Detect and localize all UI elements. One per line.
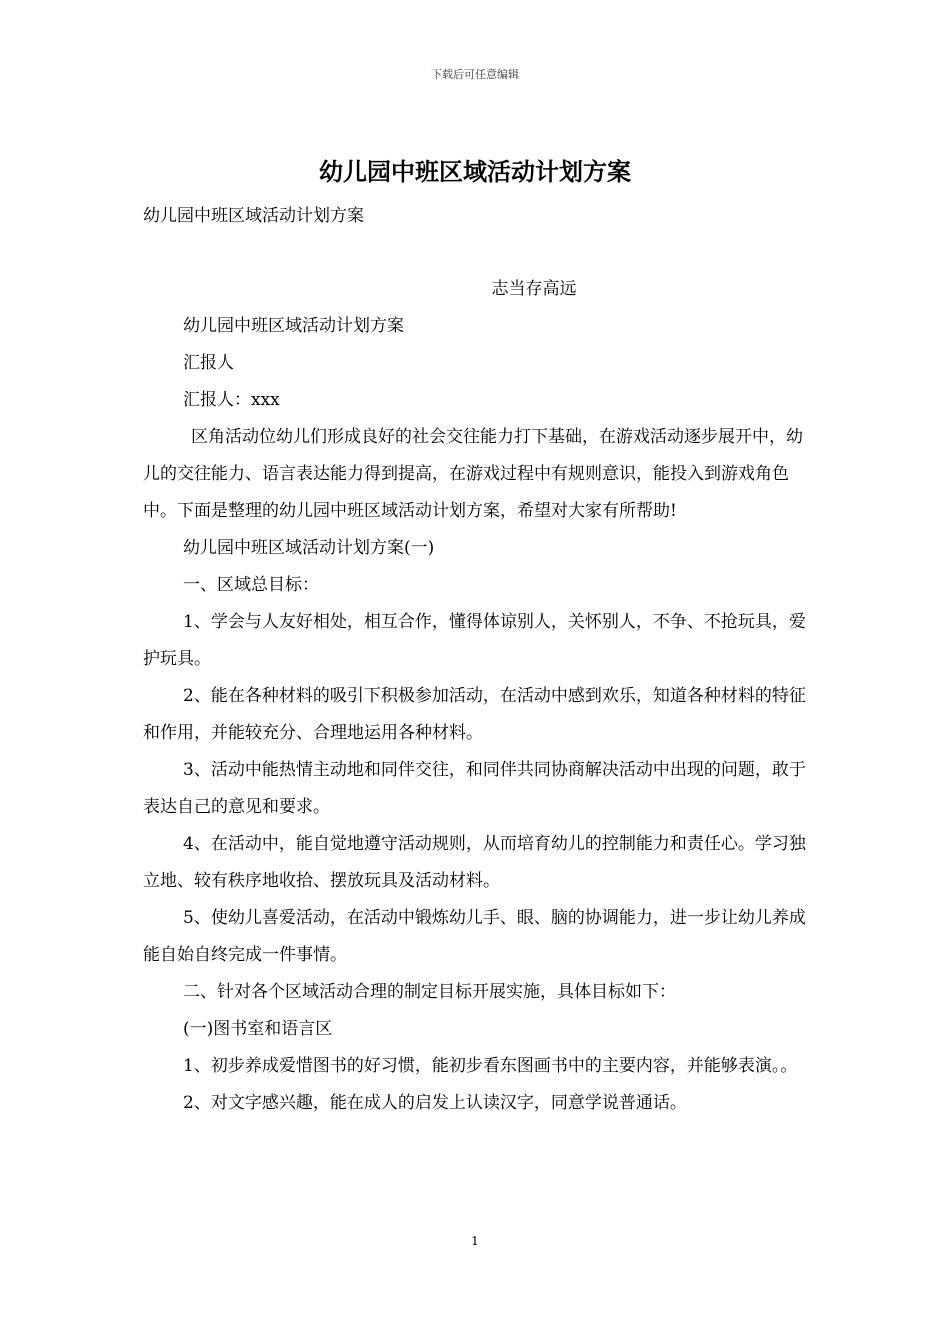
- blank-line: [143, 235, 811, 271]
- document-body: [143, 198, 811, 1122]
- document-subtitle: 幼儿园中班区域活动计划方案: [143, 206, 364, 226]
- paragraph: 3、活动中能热情主动地和同伴交往，和同伴共同协商解决活动中出现的问题，敢于表达自己的意见和要求。: [143, 760, 806, 817]
- motto: 志当存高远: [491, 279, 577, 299]
- paragraph: 区角活动位幼儿们形成良好的社会交往能力打下基础，在游戏活动逐步展开中，幼儿的交往能力、语言表达能力得到提高，在游戏过程中有规则意识，能投入到游戏角色中。下面是整理的幼儿园中班区域活动计划方案，希望对大家有所帮助!: [143, 427, 803, 521]
- paragraph: 幼儿园中班区域活动计划方案: [183, 316, 404, 336]
- paragraph: 汇报人：xxx: [183, 390, 280, 410]
- paragraph: 5、使幼儿喜爱活动，在活动中锻炼幼儿手、眼、脑的协调能力，进一步让幼儿养成能自始自终完成一件事情。: [143, 908, 806, 965]
- paragraph: 4、在活动中，能自觉地遵守活动规则，从而培育幼儿的控制能力和责任心。学习独立地、较有秩序地收拾、摆放玩具及活动材料。: [143, 834, 806, 891]
- paragraph: 一、区域总目标：: [183, 575, 319, 595]
- paragraph: 1、学会与人友好相处，相互合作，懂得体谅别人，关怀别人，不争、不抢玩具，爱护玩具。: [143, 612, 806, 669]
- header-note: 下载后可任意编辑: [431, 68, 519, 81]
- paragraph: 幼儿园中班区域活动计划方案(一): [183, 538, 435, 558]
- paragraph: 2、能在各种材料的吸引下积极参加活动，在活动中感到欢乐，知道各种材料的特征和作用，并能较充分、合理地运用各种材料。: [143, 686, 806, 743]
- paragraph: 1、初步养成爱惜图书的好习惯，能初步看东图画书中的主要内容，并能够表演。。: [183, 1056, 798, 1076]
- page-number: 1: [471, 1234, 479, 1248]
- paragraph: 二、针对各个区域活动合理的制定目标开展实施，具体目标如下：: [183, 982, 676, 1002]
- paragraph: (一)图书室和语言区: [183, 1019, 333, 1039]
- paragraph: 汇报人: [183, 353, 234, 373]
- document-title: 幼儿园中班区域活动计划方案: [319, 157, 631, 186]
- paragraph: 2、对文字感兴趣，能在成人的启发上认读汉字，同意学说普通话。: [183, 1093, 687, 1113]
